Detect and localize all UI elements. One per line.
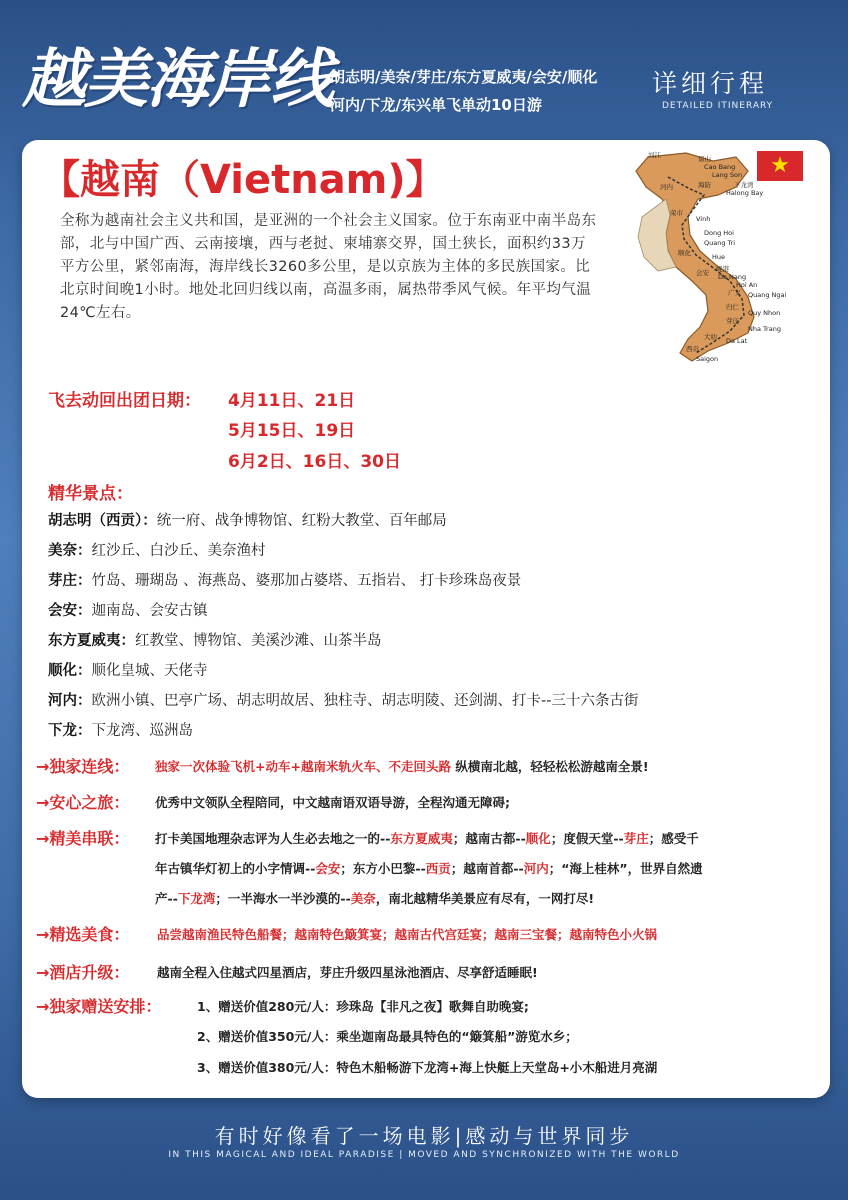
exclusive-route-text: 独家一次体验飞机+动车+越南米轨火车、不走回头路 纵横南北越，轻轻松松游越南全景! [155, 759, 649, 774]
series-text-line3: 产--下龙湾；一半海水一半沙漠的--美奈，南北越精华美景应有尽有，一网打尽! [155, 891, 595, 906]
exclusive-route-label: →独家连线： [36, 757, 130, 776]
series-text-line2: 年古镇华灯初上的小字情调--会安；东方小巴黎--西贡；越南首都--河内；“海上桂林”，世界自然遗 [155, 861, 703, 876]
map-label: 谅山 [698, 155, 711, 163]
highlight-item: 会安：迦南岛、会安古镇 [48, 603, 208, 619]
map-label: 大叻 [704, 333, 717, 341]
map-label: 下龙湾 [734, 181, 754, 189]
hotel-text: 越南全程入住越式四星酒店，芽庄升级四星泳池酒店、尽享舒适睡眠! [157, 965, 538, 980]
gifts-label: →独家赠送安排： [36, 997, 162, 1016]
date-line-june: 6月2日、16日、30日 [228, 452, 401, 472]
map-label: Hoi An [736, 281, 758, 289]
map-label: 河江 [648, 151, 661, 159]
series-text-line1: 打卡美国地理杂志评为人生必去地之一的--东方夏威夷；越南古都--顺化；度假天堂--芽庄；感受千 [155, 831, 699, 846]
highlight-item: 胡志明（西贡）：统一府、战争博物馆、红粉大教堂、百年邮局 [48, 513, 447, 529]
footer-slogan-en: IN THIS MAGICAL AND IDEAL PARADISE | MOVED AND SYNCHRONIZED WITH THE WORLD [168, 1150, 680, 1160]
highlight-item: 东方夏威夷：红教堂、博物馆、美溪沙滩、山茶半岛 [48, 633, 382, 649]
map-label: 会安 [696, 269, 709, 277]
map-label: Quang Ngai [748, 291, 787, 299]
map-label: Da Lat [726, 337, 748, 345]
food-text: 品尝越南渔民特色船餐；越南特色簸箕宴；越南古代宫廷宴；越南三宝餐；越南特色小火锅 [157, 927, 658, 942]
worry-free-label: →安心之旅： [36, 793, 130, 812]
worry-free-text: 优秀中文领队全程陪同，中文越南语双语导游，全程沟通无障碍; [155, 795, 511, 810]
highlights-title: 精华景点： [48, 484, 133, 504]
map-label: Dong Hoi [704, 229, 734, 237]
departure-dates-label: 飞去动回出团日期： [48, 391, 201, 411]
map-label: Nha Trang [748, 325, 781, 333]
main-title: 越美海岸线 [22, 42, 332, 117]
highlight-item: 芽庄：竹岛、珊瑚岛 、海燕岛、婆那加占婆塔、五指岩、 打卡珍珠岛夜景 [48, 573, 522, 589]
map-label: 西贡 [686, 345, 699, 353]
hotel-label: →酒店升级： [36, 963, 130, 982]
vietnam-flag [757, 151, 803, 181]
header-banner [0, 0, 848, 135]
date-line-may: 5月15日、19日 [228, 421, 356, 441]
map-label: Vinh [696, 215, 711, 223]
map-label: 顺化 [678, 249, 691, 257]
detailed-itinerary-label: 详细行程 [652, 69, 769, 98]
map-label: 芽庄 [726, 317, 739, 325]
map-label: 荣市 [670, 209, 683, 217]
route-subtitle-line2: 河内/下龙/东兴单飞单动10日游 [330, 96, 542, 114]
map-label: Da Nang [718, 273, 747, 281]
map-label: Quang Tri [704, 239, 736, 247]
map-label: Lang Son [712, 171, 743, 179]
highlight-item: 下龙：下龙湾、巡洲岛 [48, 723, 193, 739]
map-label: 广义 [728, 289, 741, 297]
date-line-april: 4月11日、21日 [228, 391, 356, 411]
gift-item: 1、赠送价值280元/人：珍珠岛【非凡之夜】歌舞自助晚宴; [197, 999, 529, 1014]
footer-slogan: 有时好像看了一场电影|感动与世界同步 [214, 1124, 634, 1148]
map-label: 归仁 [726, 303, 739, 311]
map-label: Hue [712, 253, 726, 261]
country-intro: 全称为越南社会主义共和国，是亚洲的一个社会主义国家。位于东南亚中南半岛东部，北与中国广西、云南接壤，西与老挝、柬埔寨交界，国土狭长，面积约33万平方公里，紧邻南海，海岸线长3260多公里，是以京族为主体的多民族国家。比北京时间晚1小时。地处北回归线以南，高温多雨，属热带季风气候。年平均气温24℃左右。 [60, 213, 597, 321]
route-subtitle-line1: 胡志明/美奈/芽庄/东方夏威夷/会安/顺化 [330, 68, 598, 86]
map-label: Cao Bang [704, 163, 736, 171]
highlight-item: 河内：欧洲小镇、巴亭广场、胡志明故居、独柱寺、胡志明陵、还剑湖、打卡--三十六条古街 [48, 693, 639, 709]
food-label: →精选美食： [36, 925, 130, 944]
map-label: 河内 [660, 183, 673, 191]
highlight-item: 美奈：红沙丘、白沙丘、美奈渔村 [48, 543, 266, 559]
series-label: →精美串联： [36, 829, 130, 848]
country-title: 【越南（Vietnam)】 [40, 157, 446, 203]
star-icon: ★ [770, 153, 790, 178]
map-label: 海防 [698, 181, 711, 189]
map-label: Quy Nhon [748, 309, 781, 317]
gift-item: 3、赠送价值380元/人：特色木船畅游下龙湾+海上快艇上天堂岛+小木船进月亮湖 [197, 1060, 658, 1075]
detailed-itinerary-en-label: DETAILED ITINERARY [662, 101, 774, 111]
map-label: Saigon [696, 355, 719, 363]
highlight-item: 顺化：顺化皇城、天佬寺 [48, 663, 208, 679]
map-label: Halong Bay [726, 189, 764, 197]
map-label: 岘港 [716, 265, 729, 273]
gift-item: 2、赠送价值350元/人：乘坐迦南岛最具特色的“簸箕船”游览水乡； [197, 1029, 578, 1044]
